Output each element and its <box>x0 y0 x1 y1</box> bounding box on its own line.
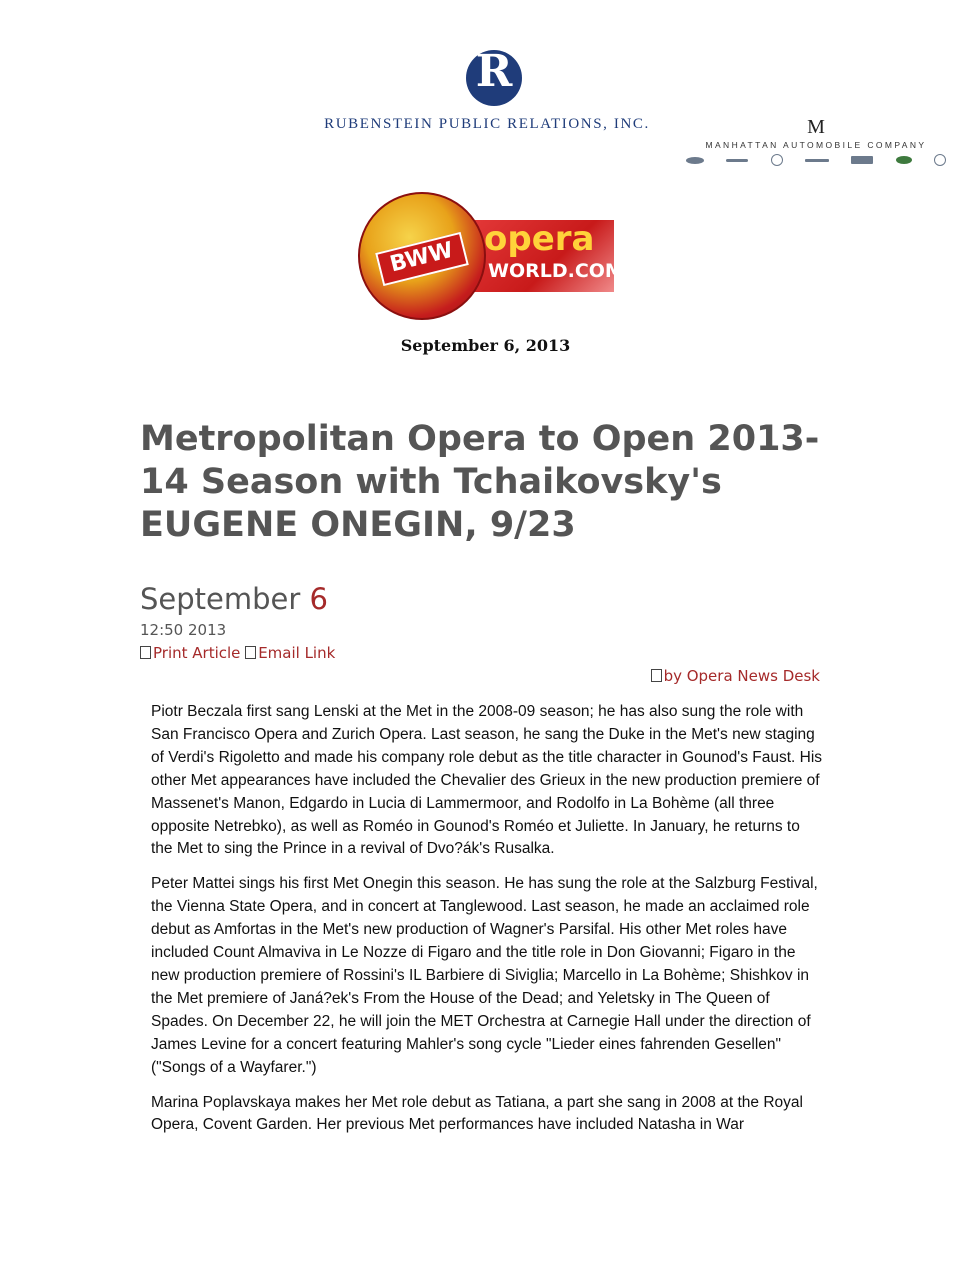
rubenstein-logo-name: RUBENSTEIN PUBLIC RELATIONS, INC. <box>324 116 650 132</box>
rubenstein-logo-letter: R <box>475 46 513 97</box>
ford-logo-icon <box>686 157 704 164</box>
rubenstein-logo <box>312 46 662 140</box>
author-icon <box>651 669 662 682</box>
article-date-day: 6 <box>309 582 328 616</box>
car-brand-logos <box>686 154 946 166</box>
land-rover-logo-icon <box>896 156 912 164</box>
manhattan-logo-letter: M <box>807 116 825 138</box>
article-actions <box>140 644 335 662</box>
article-date-month: September <box>140 582 301 616</box>
article-byline[interactable] <box>651 667 820 685</box>
print-article-link[interactable] <box>140 644 240 662</box>
article-time: 12:50 2013 <box>140 621 227 639</box>
byline-label: by Opera News Desk <box>663 667 820 685</box>
bww-logo-world: WORLD.COM <box>488 260 624 282</box>
article-headline: Metropolitan Opera to Open 2013-14 Season with Tchaikovsky's EUGENE ONEGIN, 9/23 <box>140 419 820 545</box>
print-article-label: Print Article <box>153 644 241 662</box>
article-date <box>140 582 328 616</box>
jaguar-logo-icon <box>805 159 829 162</box>
email-link-label: Email Link <box>258 644 336 662</box>
article-body <box>151 701 823 1149</box>
publication-date: September 6, 2013 <box>400 336 571 355</box>
mazda-logo-icon <box>771 154 783 166</box>
volvo-logo-icon <box>934 154 946 166</box>
email-icon <box>245 646 256 659</box>
manhattan-automobile-logo <box>686 116 946 168</box>
bww-logo-tag: BWW <box>375 232 469 286</box>
manhattan-logo-name: MANHATTAN AUTOMOBILE COMPANY <box>705 140 927 150</box>
range-rover-logo-icon <box>851 156 873 164</box>
article-paragraph: Marina Poplavskaya makes her Met role debut as Tatiana, a part she sang in 2008 at the Royal Opera, Covent Garden. Her previous Met performances have included Natasha in War <box>151 1093 803 1134</box>
article-paragraph: Peter Mattei sings his first Met Onegin this season. He has sung the role at the Salzburg Festival, the Vienna State Opera, and in concert at Tanglewood. Last season, he made an acclaimed role debut as Amfortas in the Met's new production of Wagner's Parsifal. His other Met roles have included Count Almaviva in Le Nozze di Figaro and the title role in Don Giovanni; Figaro in the new production premiere of Rossini's IL Barbiere di Siviglia; Marcello in La Bohème; Shishkov in the Met premiere of Janá?ek's From the House of the Dead; and Yeletsky in The Queen of Spades. On December 22, he will join the MET Orchestra at Carnegie Hall under the direction of James Levine for a concert featuring Mahler's song cycle "Lieder eines fahrenden Gesellen" ("Songs of a Wayfarer.") <box>151 875 818 1076</box>
email-link[interactable] <box>245 644 335 662</box>
bww-opera-world-logo <box>356 190 624 320</box>
bww-logo-opera: opera <box>484 219 595 259</box>
print-icon <box>140 646 151 659</box>
article-paragraph: Piotr Beczala first sang Lenski at the Met in the 2008-09 season; he has also sung the role with San Francisco Opera and Zurich Opera. Last season, he sang the Duke in the Met's new staging of Verdi's Rigoletto and made his company role debut as the title character in Gounod's Faust. His other Met appearances have included the Chevalier des Grieux in the new production premiere of Massenet's Manon, Edgardo in Lucia di Lammermoor, and Rodolfo in La Bohème (all three opposite Netrebko), as well as Roméo in Gounod's Roméo et Juliette. In January, he returns to the Met to sing the Prince in a revival of Dvo?ák's Rusalka. <box>151 703 823 858</box>
rubenstein-logo-mark <box>466 46 522 106</box>
lincoln-logo-icon <box>726 159 748 162</box>
